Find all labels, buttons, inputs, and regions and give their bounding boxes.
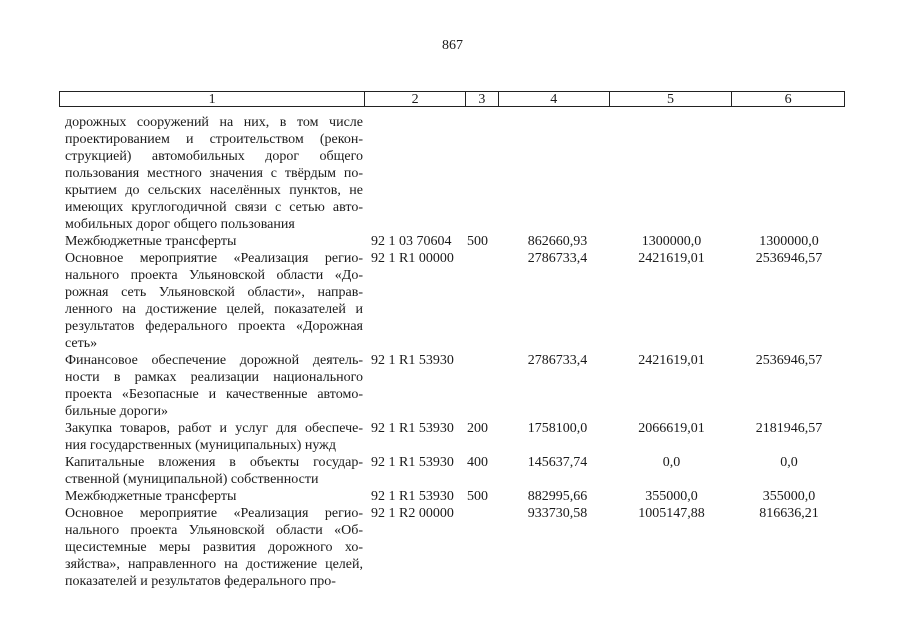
header-col-5: 5: [610, 92, 733, 106]
row-value-6: 0,0: [780, 455, 798, 470]
description-line: мобильных дорог общего пользования: [65, 217, 295, 232]
header-col-6: 6: [784, 92, 792, 107]
table-header: [59, 91, 845, 107]
row-value-5: 2421619,01: [638, 251, 705, 266]
description-line: ственной (муниципальной) собственности: [65, 472, 319, 487]
row-value-4: 1758100,0: [527, 421, 588, 436]
description-line: результатов федерального проекта «Дорожная: [65, 319, 363, 334]
row-value-5: 2066619,01: [638, 421, 705, 436]
row-value-6: 816636,21: [759, 506, 819, 521]
row-value-4: 933730,58: [527, 506, 588, 521]
row-code: 92 1 R1 00000: [371, 251, 454, 266]
header-col-1: 1: [60, 92, 365, 106]
description-line: Межбюджетные трансферты: [65, 234, 237, 249]
table-row: [59, 352, 845, 420]
row-description: [59, 352, 365, 420]
row-description: [59, 233, 365, 250]
row-code: 92 1 R1 53930: [371, 455, 454, 470]
row-code: 92 1 R1 53930: [371, 353, 454, 368]
description-line: Закупка товаров, работ и услуг для обеспече-: [65, 421, 363, 436]
row-code: 92 1 R1 53930: [371, 421, 454, 436]
description-line: ния государственных (муниципальных) нужд: [65, 438, 336, 453]
row-type: 500: [467, 489, 488, 504]
row-type: 400: [467, 455, 488, 470]
row-code: 92 1 03 70604: [371, 234, 452, 249]
row-type: 500: [467, 234, 488, 249]
table-row: [59, 505, 845, 590]
description-line: проекта «Безопасные и качественные автомо-: [65, 387, 363, 402]
row-description: [59, 114, 365, 233]
table-row: [59, 420, 845, 454]
description-line: щесистемные меры развития дорожного хо-: [65, 540, 363, 555]
description-line: Финансовое обеспечение дорожной деятель-: [65, 353, 363, 368]
row-description: [59, 454, 365, 488]
row-value-5: 355000,0: [645, 489, 698, 504]
header-col-3: 3: [466, 92, 499, 106]
description-line: ленного на достижение целей, показателей и: [65, 302, 363, 317]
row-value-4: 2786733,4: [527, 353, 588, 368]
table-row: [59, 233, 845, 250]
row-type: 200: [467, 421, 488, 436]
row-value-5: 1005147,88: [638, 506, 705, 521]
row-value-6: 2536946,57: [755, 353, 823, 368]
row-value-6: 355000,0: [762, 489, 816, 504]
description-line: бильные дороги»: [65, 404, 168, 419]
description-line: пользования местного значения с твёрдым по-: [65, 166, 363, 181]
description-line: показателей и результатов федерального про-: [65, 574, 336, 589]
row-value-4: 2786733,4: [527, 251, 588, 266]
table-body: [59, 114, 845, 590]
description-line: Основное мероприятие «Реализация регио-: [65, 251, 363, 266]
description-line: Основное мероприятие «Реализация регио-: [65, 506, 363, 521]
row-value-4: 145637,74: [527, 455, 588, 470]
row-value-5: 0,0: [662, 455, 681, 470]
row-description: [59, 505, 365, 590]
row-value-6: 2536946,57: [755, 251, 823, 266]
description-line: зяйства», направленного на достижение целей,: [65, 557, 363, 572]
description-line: ности в рамках реализации национального: [65, 370, 363, 385]
row-code: 92 1 R2 00000: [371, 506, 454, 521]
description-line: имеющих круглогодичной связи с сетью авто-: [65, 200, 363, 215]
table-row: [59, 114, 845, 233]
row-value-6: 1300000,0: [759, 234, 819, 249]
description-line: сеть»: [65, 336, 98, 351]
header-col-4: 4: [499, 92, 610, 106]
description-line: проектированием и строительством (рекон-: [65, 132, 363, 147]
header-col-2: 2: [365, 92, 466, 106]
description-line: нального проекта Ульяновской области «До-: [65, 268, 363, 283]
table-row: [59, 454, 845, 488]
row-description: [59, 488, 365, 505]
description-line: рожная сеть Ульяновской области», направ-: [65, 285, 363, 300]
page-number: 867: [442, 38, 463, 53]
row-description: [59, 420, 365, 454]
row-value-5: 1300000,0: [641, 234, 702, 249]
row-value-4: 882995,66: [527, 489, 588, 504]
row-value-5: 2421619,01: [638, 353, 705, 368]
table-row: [59, 250, 845, 352]
description-line: дорожных сооружений на них, в том числе: [65, 115, 363, 130]
description-line: крытием до сельских населённых пунктов, не: [65, 183, 363, 198]
row-description: [59, 250, 365, 352]
row-code: 92 1 R1 53930: [371, 489, 454, 504]
description-line: Межбюджетные трансферты: [65, 489, 237, 504]
row-value-6: 2181946,57: [755, 421, 823, 436]
table-row: [59, 488, 845, 505]
row-value-4: 862660,93: [527, 234, 588, 249]
description-line: Капитальные вложения в объекты государ-: [65, 455, 363, 470]
description-line: струкцией) автомобильных дорог общего: [65, 149, 363, 164]
description-line: нального проекта Ульяновской области «Об-: [65, 523, 363, 538]
